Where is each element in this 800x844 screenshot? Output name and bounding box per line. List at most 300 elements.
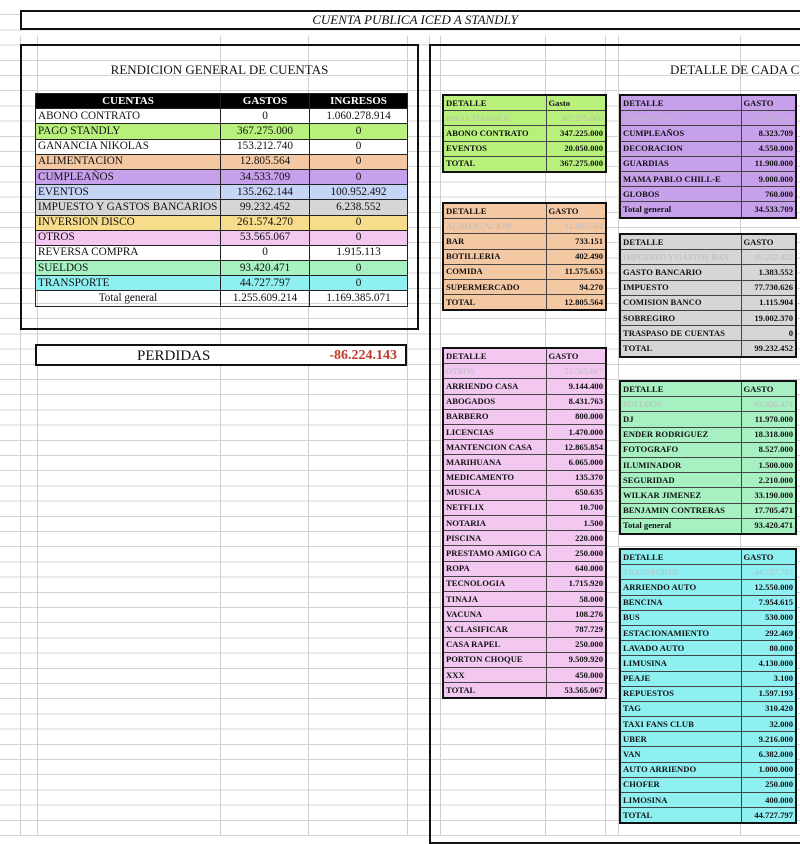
detail-row	[443, 111, 606, 126]
detail-row	[443, 531, 606, 546]
detail-item-label: ARRIENDO AUTO	[620, 580, 741, 595]
detail-total-row	[620, 341, 796, 357]
detail-row	[620, 397, 796, 412]
detail-row	[443, 455, 606, 470]
detail-item-label: ALIMENTACION	[443, 219, 546, 234]
perdidas-box	[35, 344, 407, 366]
summary-row	[36, 215, 408, 230]
detail-header-amount: GASTO	[546, 348, 606, 364]
detail-sueldos-table	[619, 380, 797, 535]
detail-item-label: NETFLIX	[443, 500, 546, 515]
detail-item-label: BAR	[443, 234, 546, 249]
perdidas-label: PERDIDAS	[137, 348, 211, 364]
detail-item-amount: 4.130.000	[741, 656, 796, 671]
detail-row	[443, 126, 606, 141]
detail-row	[620, 503, 796, 518]
detail-item-label: LICENCIAS	[443, 424, 546, 439]
detail-row	[620, 671, 796, 686]
summary-cuenta-cell: PAGO STANDLY	[36, 124, 221, 139]
detail-item-amount: 34.533.709	[741, 111, 796, 126]
detail-item-amount: 787.729	[546, 622, 606, 637]
detail-row	[620, 457, 796, 472]
detail-header-row	[620, 234, 796, 250]
detail-row	[620, 171, 796, 186]
detail-item-label: ESTACIONAMIENTO	[620, 625, 741, 640]
summary-ingresos-cell: 1.060.278.914	[310, 109, 408, 124]
detail-header-label: DETALLE	[620, 95, 741, 111]
sheet-banner-title: CUENTA PUBLICA ICED A STANDLY	[20, 10, 800, 30]
detail-row	[620, 126, 796, 141]
detail-item-amount: 58.000	[546, 592, 606, 607]
detail-total-row	[620, 518, 796, 534]
detail-item-amount: 10.700	[546, 500, 606, 515]
detail-item-amount: 8.431.763	[546, 394, 606, 409]
summary-row	[36, 245, 408, 260]
detail-item-amount: 77.730.626	[741, 280, 796, 295]
detail-header-amount: GASTO	[741, 549, 796, 565]
summary-cuenta-cell: CUMPLEAÑOS	[36, 169, 221, 184]
detail-item-amount: 250.000	[741, 777, 796, 792]
detail-item-label: DJ	[620, 412, 741, 427]
detail-row	[620, 427, 796, 442]
detail-item-amount: 11.575.653	[546, 264, 606, 279]
detail-item-amount: 402.490	[546, 249, 606, 264]
detail-item-amount: 12.865.854	[546, 440, 606, 455]
detail-item-label: PEAJE	[620, 671, 741, 686]
detail-item-label: TOTAL	[443, 156, 546, 172]
detail-item-amount: 800.000	[546, 409, 606, 424]
detail-row	[620, 141, 796, 156]
detail-item-label: MARIHUANA	[443, 455, 546, 470]
detail-item-label: PRESTAMO AMIGO CA	[443, 546, 546, 561]
detail-item-label: WILKAR JIMENEZ	[620, 488, 741, 503]
detail-header-label: DETALLE	[443, 95, 546, 111]
detail-item-amount: 1.000.000	[741, 762, 796, 777]
detail-header-row	[443, 348, 606, 364]
detail-item-label: PORTON CHOQUE	[443, 652, 546, 667]
detail-row	[620, 595, 796, 610]
detail-row	[443, 485, 606, 500]
header-gastos: GASTOS	[221, 94, 310, 109]
detail-row	[443, 234, 606, 249]
detail-item-label: EVENTOS	[443, 141, 546, 156]
summary-gastos-cell: 0	[221, 109, 310, 124]
detail-item-amount: 367.275.000	[546, 156, 606, 172]
summary-header-row	[36, 94, 408, 109]
detail-row	[443, 637, 606, 652]
summary-cuenta-cell: ALIMENTACION	[36, 154, 221, 169]
detail-item-amount: 1.715.920	[546, 576, 606, 591]
summary-ingresos-cell: 0	[310, 215, 408, 230]
detail-item-label: MANTENCION CASA	[443, 440, 546, 455]
detail-item-amount: 310.420	[741, 701, 796, 716]
summary-ingresos-cell: 6.238.552	[310, 200, 408, 215]
detail-item-label: PISCINA	[443, 531, 546, 546]
detail-item-label: SOBREGIRO	[620, 310, 741, 325]
total-ingresos: 1.169.385.071	[310, 291, 408, 306]
summary-ingresos-cell: 0	[310, 139, 408, 154]
detail-item-amount: 11.900.000	[741, 156, 796, 171]
perdidas-value: -86.224.143	[329, 348, 397, 363]
detail-row	[620, 250, 796, 265]
detail-item-label: COMIDA	[443, 264, 546, 279]
detail-item-amount: 530.000	[741, 610, 796, 625]
detail-item-amount: 367.275.000	[546, 111, 606, 126]
detail-item-label: GLOBOS	[620, 187, 741, 202]
summary-gastos-cell: 53.565.067	[221, 230, 310, 245]
detail-header-row	[620, 381, 796, 397]
detail-item-amount: 6.065.000	[546, 455, 606, 470]
summary-row	[36, 124, 408, 139]
detail-item-label: TRASPASO DE CUENTAS	[620, 326, 741, 341]
detail-item-label: LAVADO AUTO	[620, 641, 741, 656]
detail-row	[620, 156, 796, 171]
detail-item-label: GASTO BANCARIO	[620, 265, 741, 280]
detail-item-amount: 220.000	[546, 531, 606, 546]
detail-item-amount: 80.000	[741, 641, 796, 656]
detail-item-amount: 44.727.797	[741, 565, 796, 580]
detail-item-label: SUELDOS	[620, 397, 741, 412]
detail-item-amount: 93.420.471	[741, 518, 796, 534]
summary-row	[36, 169, 408, 184]
detail-row	[620, 732, 796, 747]
detail-item-amount: 733.151	[546, 234, 606, 249]
summary-gastos-cell: 0	[221, 245, 310, 260]
summary-cuenta-cell: ABONO CONTRATO	[36, 109, 221, 124]
detail-item-amount: 9.000.000	[741, 171, 796, 186]
summary-cuenta-cell: EVENTOS	[36, 185, 221, 200]
detail-header-label: DETALLE	[620, 381, 741, 397]
detail-row	[443, 667, 606, 682]
detail-item-amount: 99.232.452	[741, 250, 796, 265]
summary-cuenta-cell: OTROS	[36, 230, 221, 245]
detail-item-amount: 53.565.067	[546, 364, 606, 379]
detail-header-amount: GASTO	[546, 203, 606, 219]
summary-ingresos-cell: 0	[310, 169, 408, 184]
detail-row	[443, 141, 606, 156]
detail-total-row	[443, 683, 606, 699]
detail-row	[443, 249, 606, 264]
detail-item-label: TRANSPORTE	[620, 565, 741, 580]
detail-item-amount: 9.144.400	[546, 379, 606, 394]
detail-item-label: ABONO CONTRATO	[443, 126, 546, 141]
detail-item-label: BUS	[620, 610, 741, 625]
detail-row	[443, 652, 606, 667]
detail-row	[443, 622, 606, 637]
detail-item-label: TECNOLOGIA	[443, 576, 546, 591]
summary-gastos-cell: 261.574.270	[221, 215, 310, 230]
detail-row	[620, 265, 796, 280]
detail-item-label: TAG	[620, 701, 741, 716]
detail-row	[443, 279, 606, 294]
detail-otros-table	[442, 347, 607, 699]
detail-item-label: AUTO ARRIENDO	[620, 762, 741, 777]
detail-item-amount: 12.805.564	[546, 295, 606, 311]
detail-row	[620, 747, 796, 762]
detail-row	[620, 111, 796, 126]
detail-impuesto-table	[619, 233, 797, 358]
detail-item-label: COMISION BANCO	[620, 295, 741, 310]
detail-item-amount: 108.276	[546, 607, 606, 622]
detail-item-amount: 11.970.000	[741, 412, 796, 427]
detail-item-amount: 12.805.564	[546, 219, 606, 234]
detail-row	[620, 701, 796, 716]
detail-item-amount: 94.270	[546, 279, 606, 294]
detail-cumpleanos-table	[619, 94, 797, 219]
summary-row	[36, 200, 408, 215]
detail-row	[443, 424, 606, 439]
detail-row	[620, 625, 796, 640]
summary-ingresos-cell: 100.952.492	[310, 185, 408, 200]
detail-item-amount: 400.000	[741, 793, 796, 808]
detail-item-label: TOTAL	[620, 808, 741, 824]
detail-header-amount: GASTO	[741, 234, 796, 250]
detail-item-label: XXX	[443, 667, 546, 682]
detail-item-label: DECORACION	[620, 141, 741, 156]
detail-item-label: BARBERO	[443, 409, 546, 424]
detail-item-amount: 1.470.000	[546, 424, 606, 439]
detail-row	[620, 762, 796, 777]
detail-total-row	[443, 295, 606, 311]
summary-cuenta-cell: IMPUESTO Y GASTOS BANCARIOS	[36, 200, 221, 215]
detail-header-amount: Gasto	[546, 95, 606, 111]
detail-item-amount: 33.190.000	[741, 488, 796, 503]
summary-row	[36, 276, 408, 291]
detail-item-amount: 0	[741, 326, 796, 341]
general-summary-title: RENDICION GENERAL DE CUENTAS	[110, 62, 329, 77]
detail-item-label: GUARDIAS	[620, 156, 741, 171]
summary-gastos-cell: 93.420.471	[221, 261, 310, 276]
detail-item-label: BENCINA	[620, 595, 741, 610]
detail-item-amount: 34.533.709	[741, 202, 796, 218]
detail-item-amount: 19.002.370	[741, 310, 796, 325]
summary-row	[36, 139, 408, 154]
summary-ingresos-cell: 0	[310, 124, 408, 139]
detail-header-label: DETALLE	[443, 348, 546, 364]
detail-item-amount: 250.000	[546, 546, 606, 561]
summary-row	[36, 154, 408, 169]
header-ingresos: INGRESOS	[310, 94, 408, 109]
detail-row	[620, 295, 796, 310]
detail-item-label: REPUESTOS	[620, 686, 741, 701]
detail-item-label: BOTILLERIA	[443, 249, 546, 264]
detail-row	[443, 576, 606, 591]
detail-row	[443, 379, 606, 394]
detail-item-label: VAN	[620, 747, 741, 762]
detail-item-label: PAGO STANDLY	[443, 111, 546, 126]
detail-item-label: CUMPLEAÑOS	[620, 111, 741, 126]
summary-cuenta-cell: INVERSION DISCO	[36, 215, 221, 230]
detail-row	[620, 686, 796, 701]
summary-gastos-cell: 12.805.564	[221, 154, 310, 169]
detail-row	[443, 470, 606, 485]
detail-item-amount: 9.216.000	[741, 732, 796, 747]
detail-alimentacion-table	[442, 202, 607, 311]
detail-item-amount: 1.500	[546, 516, 606, 531]
detail-item-amount: 17.705.471	[741, 503, 796, 518]
detail-item-label: Total general	[620, 518, 741, 534]
summary-row	[36, 185, 408, 200]
detail-row	[443, 364, 606, 379]
detail-item-label: MAMA PABLO CHILL-E	[620, 171, 741, 186]
detail-item-label: ILUMINADOR	[620, 457, 741, 472]
detail-item-amount: 1.597.193	[741, 686, 796, 701]
summary-total-row	[36, 291, 408, 306]
detail-item-amount: 8.323.709	[741, 126, 796, 141]
detail-item-amount: 99.232.452	[741, 341, 796, 357]
detail-item-label: NOTARIA	[443, 516, 546, 531]
detail-header-label: DETALLE	[443, 203, 546, 219]
detail-item-label: TOTAL	[443, 295, 546, 311]
header-cuentas: CUENTAS	[36, 94, 221, 109]
detail-header-amount: GASTO	[741, 381, 796, 397]
detail-item-amount: 760.000	[741, 187, 796, 202]
detail-item-amount: 7.954.615	[741, 595, 796, 610]
detail-total-row	[620, 808, 796, 824]
detail-item-amount: 1.500.000	[741, 457, 796, 472]
detail-item-amount: 640.000	[546, 561, 606, 576]
detail-item-amount: 9.509.920	[546, 652, 606, 667]
detail-item-label: MEDICAMENTO	[443, 470, 546, 485]
detail-item-label: IMPUESTO Y GASTOS BAN	[620, 250, 741, 265]
detail-total-row	[443, 156, 606, 172]
detail-item-label: OTROS	[443, 364, 546, 379]
detail-item-label: LIMUSINA	[620, 656, 741, 671]
detail-item-amount: 32.000	[741, 717, 796, 732]
detail-item-label: BENJAMIN CONTRERAS	[620, 503, 741, 518]
detail-item-label: SUPERMERCADO	[443, 279, 546, 294]
detail-item-amount: 1.115.904	[741, 295, 796, 310]
detail-item-label: ABOGADOS	[443, 394, 546, 409]
detail-item-label: CASA RAPEL	[443, 637, 546, 652]
summary-gastos-cell: 135.262.144	[221, 185, 310, 200]
summary-row	[36, 109, 408, 124]
detail-row	[620, 717, 796, 732]
summary-gastos-cell: 367.275.000	[221, 124, 310, 139]
detail-row	[443, 607, 606, 622]
detail-item-amount: 347.225.000	[546, 126, 606, 141]
detail-item-amount: 6.382.000	[741, 747, 796, 762]
detail-row	[443, 500, 606, 515]
detail-header-label: DETALLE	[620, 234, 741, 250]
detail-item-amount: 3.100	[741, 671, 796, 686]
summary-cuenta-cell: REVERSA COMPRA	[36, 245, 221, 260]
summary-gastos-cell: 153.212.740	[221, 139, 310, 154]
detail-item-label: SEGURIDAD	[620, 473, 741, 488]
detail-item-amount: 292.469	[741, 625, 796, 640]
detail-item-label: IMPUESTO	[620, 280, 741, 295]
detail-item-amount: 450.000	[546, 667, 606, 682]
detail-item-amount: 2.210.000	[741, 473, 796, 488]
detail-item-label: TOTAL	[443, 683, 546, 699]
detail-item-amount: 20.050.000	[546, 141, 606, 156]
summary-ingresos-cell: 0	[310, 154, 408, 169]
detail-panel-title: DETALLE DE CADA C	[670, 62, 800, 77]
detail-row	[620, 326, 796, 341]
summary-gastos-cell: 99.232.452	[221, 200, 310, 215]
detail-row	[443, 409, 606, 424]
detail-row	[443, 264, 606, 279]
detail-item-amount: 53.565.067	[546, 683, 606, 699]
detail-transporte-table	[619, 548, 797, 824]
detail-row	[620, 565, 796, 580]
summary-gastos-cell: 44.727.797	[221, 276, 310, 291]
detail-item-amount: 12.550.000	[741, 580, 796, 595]
detail-row	[620, 280, 796, 295]
detail-item-label: X CLASIFICAR	[443, 622, 546, 637]
detail-item-amount: 250.000	[546, 637, 606, 652]
detail-row	[620, 412, 796, 427]
total-label: Total general	[36, 291, 221, 306]
detail-item-amount: 18.318.000	[741, 427, 796, 442]
detail-row	[620, 442, 796, 457]
detail-item-label: ENDER RODRIGUEZ	[620, 427, 741, 442]
detail-row	[443, 592, 606, 607]
summary-cuenta-cell: TRANSPORTE	[36, 276, 221, 291]
detail-item-label: UBER	[620, 732, 741, 747]
summary-ingresos-cell: 0	[310, 276, 408, 291]
detail-row	[620, 473, 796, 488]
detail-pago-standly-table	[442, 94, 607, 173]
summary-ingresos-cell: 1.915.113	[310, 245, 408, 260]
detail-item-label: CUMPLEAÑOS	[620, 126, 741, 141]
detail-item-label: VACUNA	[443, 607, 546, 622]
summary-ingresos-cell: 0	[310, 230, 408, 245]
detail-item-amount: 8.527.000	[741, 442, 796, 457]
detail-row	[620, 488, 796, 503]
detail-total-row	[620, 202, 796, 218]
summary-row	[36, 261, 408, 276]
general-summary-table	[35, 93, 408, 307]
detail-row	[620, 610, 796, 625]
detail-row	[620, 310, 796, 325]
detail-row	[443, 394, 606, 409]
detail-row	[620, 641, 796, 656]
detail-row	[620, 777, 796, 792]
detail-item-label: TOTAL	[620, 341, 741, 357]
detail-header-amount: GASTO	[741, 95, 796, 111]
detail-item-amount: 44.727.797	[741, 808, 796, 824]
detail-item-amount: 1.383.552	[741, 265, 796, 280]
detail-item-amount: 93.420.471	[741, 397, 796, 412]
detail-header-row	[443, 95, 606, 111]
detail-item-amount: 650.635	[546, 485, 606, 500]
detail-item-label: FOTOGRAFO	[620, 442, 741, 457]
detail-row	[620, 656, 796, 671]
detail-row	[620, 793, 796, 808]
detail-header-row	[443, 203, 606, 219]
summary-cuenta-cell: SUELDOS	[36, 261, 221, 276]
detail-row	[620, 580, 796, 595]
detail-row	[443, 440, 606, 455]
detail-item-label: LIMOSINA	[620, 793, 741, 808]
summary-gastos-cell: 34.533.709	[221, 169, 310, 184]
detail-row	[443, 516, 606, 531]
detail-header-row	[620, 549, 796, 565]
detail-item-label: TAXI FANS CLUB	[620, 717, 741, 732]
detail-item-amount: 135.370	[546, 470, 606, 485]
detail-row	[443, 546, 606, 561]
detail-item-label: ARRIENDO CASA	[443, 379, 546, 394]
summary-row	[36, 230, 408, 245]
detail-item-label: MUSICA	[443, 485, 546, 500]
detail-item-label: CHOFER	[620, 777, 741, 792]
total-gastos: 1.255.609.214	[221, 291, 310, 306]
detail-item-amount: 4.550.000	[741, 141, 796, 156]
detail-header-label: DETALLE	[620, 549, 741, 565]
detail-row	[443, 561, 606, 576]
summary-cuenta-cell: GANANCIA NIKOLAS	[36, 139, 221, 154]
